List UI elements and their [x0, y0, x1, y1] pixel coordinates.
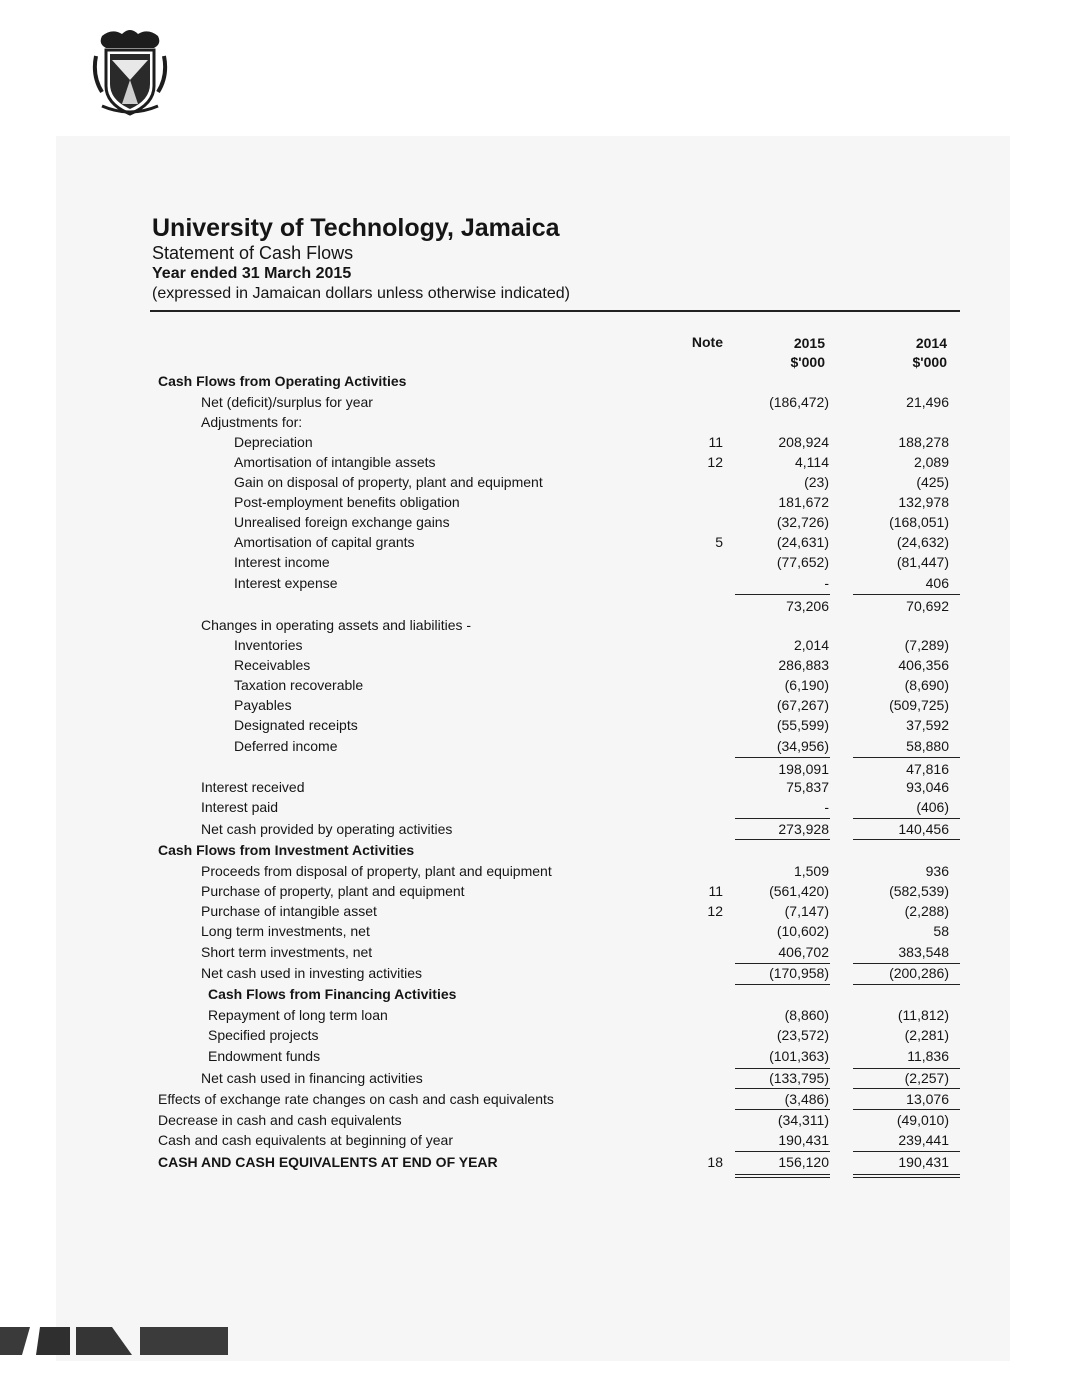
table-row	[0, 902, 1071, 921]
row-value-2015: 75,837	[786, 779, 829, 795]
row-value-2014: 13,076	[906, 1091, 949, 1107]
total-rule	[853, 963, 960, 964]
table-row	[0, 696, 1071, 715]
row-value-2015: 73,206	[786, 598, 829, 614]
row-value-2014: (168,051)	[889, 514, 949, 530]
total-rule	[853, 1174, 960, 1175]
row-value-2014: 132,978	[898, 494, 949, 510]
row-label: Post-employment benefits obligation	[234, 494, 460, 510]
table-row	[0, 820, 1071, 839]
table-row	[0, 493, 1071, 512]
row-value-2015: 198,091	[778, 761, 829, 777]
row-value-2015: 286,883	[778, 657, 829, 673]
row-note: 5	[715, 534, 723, 550]
row-value-2014: 383,548	[898, 944, 949, 960]
row-label: Inventories	[234, 637, 303, 653]
row-label: Amortisation of intangible assets	[234, 454, 436, 470]
row-value-2015: (77,652)	[776, 554, 829, 570]
table-row	[0, 433, 1071, 452]
table-row	[0, 1153, 1071, 1172]
row-value-2014: 58	[933, 923, 949, 939]
row-label: Short term investments, net	[201, 944, 373, 960]
table-row	[0, 453, 1071, 472]
row-label: Changes in operating assets and liabilities -	[201, 617, 472, 633]
table-row	[0, 778, 1071, 797]
total-rule	[853, 594, 960, 595]
row-note: 12	[707, 903, 723, 919]
row-value-2014: 93,046	[906, 779, 949, 795]
row-value-2015: 4,114	[795, 454, 829, 470]
row-value-2014: 47,816	[906, 761, 949, 777]
total-rule	[853, 1151, 960, 1152]
row-value-2014: 239,441	[898, 1132, 949, 1148]
total-rule	[735, 1151, 830, 1152]
row-value-2014: (406)	[916, 799, 949, 815]
row-label: Interest received	[201, 779, 305, 795]
row-label: Net cash provided by operating activities	[201, 821, 453, 837]
row-label: Interest paid	[201, 799, 279, 815]
row-label: Interest expense	[234, 575, 338, 591]
total-rule	[735, 1177, 830, 1178]
row-value-2015: 181,672	[778, 494, 829, 510]
row-label: Purchase of intangible asset	[201, 903, 377, 919]
total-rule	[853, 818, 960, 819]
table-row	[0, 737, 1071, 756]
row-note: 12	[707, 454, 723, 470]
table-row	[0, 985, 1071, 1004]
row-label: Decrease in cash and cash equivalents	[158, 1112, 402, 1128]
row-label: Deferred income	[234, 738, 338, 754]
row-value-2015: (34,311)	[777, 1112, 829, 1128]
row-value-2015: 1,509	[793, 863, 829, 879]
row-value-2015: (10,602)	[776, 923, 829, 939]
total-rule	[853, 984, 960, 985]
row-value-2015: (24,631)	[776, 534, 829, 550]
row-value-2015: (133,795)	[769, 1070, 829, 1086]
total-rule	[735, 1109, 830, 1110]
row-value-2014: (81,447)	[896, 554, 949, 570]
row-value-2014: (24,632)	[896, 534, 949, 550]
table-row	[0, 1090, 1071, 1109]
row-value-2014: (8,690)	[904, 677, 949, 693]
table-row	[0, 616, 1071, 635]
row-value-2014: 58,880	[906, 738, 949, 754]
table-row	[0, 964, 1071, 983]
column-header-2014-unit: $'000	[912, 354, 947, 370]
row-label: Net (deficit)/surplus for year	[201, 394, 373, 410]
table-row	[0, 716, 1071, 735]
row-label: Long term investments, net	[201, 923, 370, 939]
row-label: Effects of exchange rate changes on cash and cash equivalents	[158, 1091, 554, 1107]
total-rule	[735, 963, 830, 964]
statement-period: Year ended 31 March 2015	[152, 265, 352, 282]
table-row	[0, 656, 1071, 675]
row-value-2014: 11,836	[907, 1048, 949, 1064]
row-value-2014: 140,456	[898, 821, 949, 837]
row-value-2014: (2,288)	[904, 903, 949, 919]
row-value-2015: (6,190)	[784, 677, 829, 693]
row-label: Cash Flows from Investment Activities	[158, 842, 415, 858]
row-value-2015: (8,860)	[784, 1007, 829, 1023]
row-value-2015: (34,956)	[776, 738, 829, 754]
row-label: Designated receipts	[234, 717, 358, 733]
organization-name: University of Technology, Jamaica	[152, 214, 560, 242]
row-value-2014: (7,289)	[904, 637, 949, 653]
row-value-2015: (186,472)	[769, 394, 829, 410]
table-row	[0, 533, 1071, 552]
row-value-2015: -	[824, 575, 829, 591]
row-value-2015: (32,726)	[776, 514, 829, 530]
row-value-2015: (170,958)	[769, 965, 829, 981]
table-row	[0, 553, 1071, 572]
row-label: Net cash used in investing activities	[201, 965, 422, 981]
total-rule	[735, 839, 830, 840]
row-label: Net cash used in financing activities	[201, 1070, 423, 1086]
row-value-2015: 190,431	[778, 1132, 829, 1148]
row-value-2015: (55,599)	[776, 717, 829, 733]
total-rule	[735, 1068, 830, 1069]
row-label: Purchase of property, plant and equipment	[201, 883, 465, 899]
total-rule	[853, 1068, 960, 1069]
row-label: Cash and cash equivalents at beginning of year	[158, 1132, 453, 1148]
row-label: Interest income	[234, 554, 330, 570]
table-row	[0, 841, 1071, 860]
total-rule	[853, 839, 960, 840]
row-label: Payables	[234, 697, 292, 713]
row-value-2014: (200,286)	[889, 965, 949, 981]
column-header-2015-unit: $'000	[790, 354, 825, 370]
row-value-2015: -	[824, 799, 829, 815]
row-value-2014: 188,278	[898, 434, 949, 450]
currency-note: (expressed in Jamaican dollars unless otherwise indicated)	[152, 285, 570, 302]
row-value-2014: (582,539)	[889, 883, 949, 899]
row-label: Specified projects	[208, 1027, 319, 1043]
row-label: Repayment of long term loan	[208, 1007, 388, 1023]
row-label: Cash Flows from Financing Activities	[208, 986, 457, 1002]
row-value-2014: 406	[925, 575, 949, 591]
table-row	[0, 1111, 1071, 1130]
total-rule	[735, 594, 830, 595]
row-value-2014: (49,010)	[896, 1112, 949, 1128]
row-value-2015: (3,486)	[784, 1091, 829, 1107]
total-rule	[735, 984, 830, 985]
table-row	[0, 636, 1071, 655]
row-value-2014: (11,812)	[897, 1007, 949, 1023]
row-value-2015: (67,267)	[776, 697, 829, 713]
row-value-2015: 156,120	[778, 1154, 829, 1170]
total-rule	[735, 1174, 830, 1175]
table-row	[0, 922, 1071, 941]
total-rule	[735, 818, 830, 819]
row-value-2014: (425)	[916, 474, 949, 490]
footer-decorative-bar	[0, 1327, 228, 1355]
table-row	[0, 1006, 1071, 1025]
row-value-2014: 37,592	[906, 717, 949, 733]
row-label: Endowment funds	[208, 1048, 321, 1064]
table-row	[0, 1131, 1071, 1150]
row-note: 18	[707, 1154, 723, 1170]
table-row	[0, 882, 1071, 901]
total-rule	[853, 1088, 960, 1089]
row-label: Depreciation	[234, 434, 313, 450]
total-rule	[853, 1109, 960, 1110]
row-label: Proceeds from disposal of property, plant and equipment	[201, 863, 552, 879]
row-value-2015: (23,572)	[776, 1027, 829, 1043]
row-value-2014: 406,356	[898, 657, 949, 673]
row-value-2015: 208,924	[778, 434, 829, 450]
total-rule	[735, 757, 830, 758]
table-row	[0, 513, 1071, 532]
row-value-2015: 2,014	[793, 637, 829, 653]
table-row	[0, 943, 1071, 962]
total-rule	[735, 1088, 830, 1089]
column-header-note: Note	[691, 334, 723, 350]
row-note: 11	[708, 883, 723, 899]
row-label: Receivables	[234, 657, 311, 673]
table-row	[0, 393, 1071, 412]
row-label: Adjustments for:	[201, 414, 303, 430]
row-value-2014: 190,431	[898, 1154, 949, 1170]
column-header-2015: 2015	[793, 335, 825, 351]
row-value-2015: (7,147)	[784, 903, 829, 919]
row-value-2014: 936	[925, 863, 949, 879]
row-value-2015: (561,420)	[769, 883, 829, 899]
table-row	[0, 862, 1071, 881]
row-label: Gain on disposal of property, plant and equipment	[234, 474, 543, 490]
row-value-2015: (23)	[804, 474, 829, 490]
row-value-2014: (2,257)	[904, 1070, 949, 1086]
statement-title: Statement of Cash Flows	[152, 243, 354, 263]
row-label: Taxation recoverable	[234, 677, 364, 693]
row-label: Cash Flows from Operating Activities	[158, 373, 407, 389]
row-label: Unrealised foreign exchange gains	[234, 514, 450, 530]
total-rule	[853, 1177, 960, 1178]
table-row	[0, 473, 1071, 492]
table-row	[0, 1069, 1071, 1088]
table-row	[0, 760, 1071, 779]
table-row	[0, 597, 1071, 616]
table-row	[0, 574, 1071, 593]
row-label: Amortisation of capital grants	[234, 534, 415, 550]
table-row	[0, 798, 1071, 817]
table-row	[0, 1026, 1071, 1045]
row-value-2015: (101,363)	[769, 1048, 829, 1064]
row-value-2014: 21,496	[906, 394, 949, 410]
row-value-2014: (509,725)	[889, 697, 949, 713]
row-value-2014: 70,692	[906, 598, 949, 614]
table-row	[0, 413, 1071, 432]
row-label: CASH AND CASH EQUIVALENTS AT END OF YEAR	[158, 1154, 498, 1170]
row-value-2014: (2,281)	[904, 1027, 949, 1043]
row-note: 11	[708, 434, 723, 450]
row-value-2014: 2,089	[913, 454, 949, 470]
table-row	[0, 1047, 1071, 1066]
row-value-2015: 406,702	[778, 944, 829, 960]
table-row	[0, 372, 1071, 391]
total-rule	[853, 757, 960, 758]
column-header-2014: 2014	[915, 335, 947, 351]
table-row	[0, 676, 1071, 695]
row-value-2015: 273,928	[778, 821, 829, 837]
